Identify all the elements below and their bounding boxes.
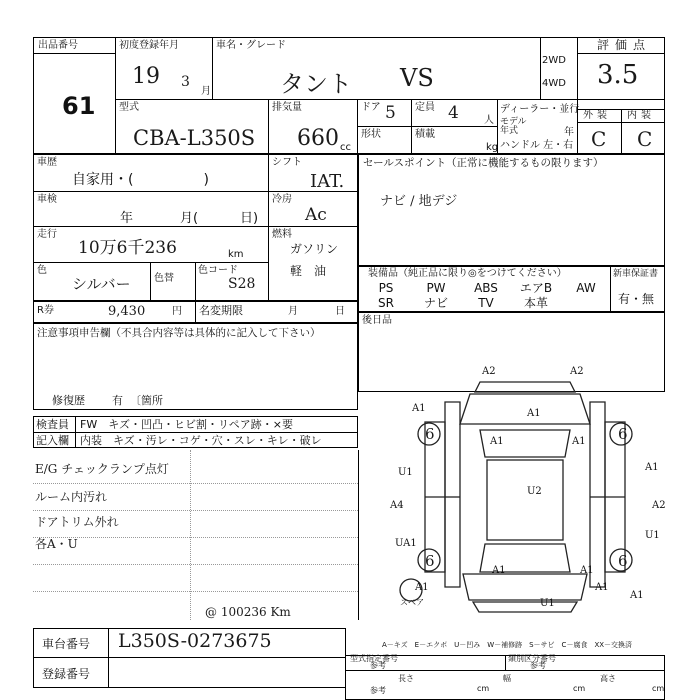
- color-value: シルバー: [72, 275, 131, 293]
- car-grade: VS: [400, 64, 434, 92]
- displacement-unit: cc: [340, 142, 351, 153]
- shift-value: IAT.: [310, 171, 345, 192]
- damage-mark: A1: [630, 590, 644, 601]
- category-ref: 参考: [530, 661, 546, 670]
- damage-mark: U1: [540, 598, 555, 609]
- width-unit: cm: [573, 684, 586, 693]
- sales-point-label: セールスポイント（正常に機能するもの限ります）: [363, 157, 604, 169]
- mileage-value: 10万6千236: [78, 238, 177, 258]
- capacity-value: 4: [448, 103, 459, 123]
- drive-2wd: 2WD: [542, 55, 566, 66]
- fuel-label: 燃料: [272, 229, 292, 240]
- note-line-1: E/G チェックランプ点灯: [35, 462, 169, 476]
- registration-number-label: 登録番号: [42, 667, 91, 681]
- mileage-label: 走行: [37, 229, 57, 240]
- interior-label: 内装: [627, 110, 655, 121]
- equipment-item: ナビ: [423, 296, 448, 310]
- color-code-label: 色コード: [198, 265, 238, 276]
- length-label: 長さ: [398, 674, 414, 683]
- color-change-label: 色替: [154, 273, 174, 284]
- inspector-label: 検査員: [36, 418, 69, 431]
- displacement-value: 660: [297, 126, 339, 151]
- color-code-value: S28: [228, 276, 256, 292]
- car-name: タント: [280, 70, 352, 98]
- doors-value: 5: [385, 103, 396, 123]
- interior-grade: C: [637, 127, 653, 151]
- damage-mark: A1: [645, 462, 659, 473]
- damage-mark: A2: [570, 366, 584, 377]
- height-label: 高さ: [600, 674, 616, 683]
- displacement-label: 排気量: [272, 102, 302, 113]
- postscript-label: 後日品: [362, 315, 392, 326]
- mileage-unit: km: [228, 249, 244, 260]
- equipment-item: 本革: [523, 296, 548, 310]
- repair-place-label: 〔箇所: [130, 394, 163, 407]
- length-unit: cm: [477, 684, 490, 693]
- model-code: CBA-L350S: [133, 126, 256, 150]
- model-year-label: モデル年式: [500, 117, 527, 136]
- note-line-3: ドアトリム外れ: [35, 515, 119, 529]
- recycle-label: R券: [37, 305, 54, 316]
- damage-mark: A1: [415, 582, 429, 593]
- inspection-day-unit: 日): [240, 211, 259, 226]
- car-name-label: 車名・グレード: [216, 40, 286, 51]
- capacity-label: 定員: [415, 102, 435, 113]
- fuel-diesel: 軽 油: [290, 264, 327, 278]
- equipment-label: 装備品（純正品に限り◎をつけてください）: [368, 268, 567, 279]
- dealer-label: ディーラー・並行: [500, 104, 580, 115]
- name-change-month: 月: [288, 306, 298, 317]
- inspection-year-unit: 年: [120, 211, 134, 226]
- drive-4wd: 4WD: [542, 78, 566, 89]
- wheel-mark-fr: 6: [618, 425, 628, 443]
- type-ref-label: 参考: [370, 686, 386, 695]
- damage-mark: A1: [580, 565, 594, 576]
- damage-mark: A1: [595, 582, 609, 593]
- note-line-4: 各A・U: [35, 537, 78, 551]
- wheel-mark-rr: 6: [618, 552, 628, 570]
- damage-mark: U1: [398, 467, 413, 478]
- equipment-item: SR: [378, 296, 394, 310]
- inspection-month-unit: 月(: [180, 211, 199, 226]
- repair-history-label: 修復歴: [52, 394, 85, 407]
- inspector-defect-row: FW キズ・凹凸・ヒビ割・リペア跡・×要: [80, 418, 293, 431]
- entry-label: 記入欄: [36, 434, 69, 447]
- damage-mark: UA1: [395, 538, 417, 549]
- ac-label: 冷房: [272, 194, 292, 205]
- equipment-item: ABS: [474, 281, 498, 295]
- damage-mark: A4: [390, 500, 404, 511]
- lot-number-label: 出品番号: [38, 40, 78, 51]
- damage-mark: A1: [527, 408, 541, 419]
- evaluation-score: 3.5: [597, 60, 639, 90]
- name-change-label: 名変期限: [199, 304, 243, 317]
- interior-defect-row: 内装 キズ・汚レ・コゲ・穴・スレ・キレ・破レ: [80, 434, 322, 447]
- model-year-unit: 年: [564, 127, 574, 138]
- wheel-mark-rl: 6: [425, 552, 435, 570]
- damage-mark: A2: [482, 366, 496, 377]
- equipment-item: PS: [378, 281, 394, 295]
- type-cert-label: 型式指定番号: [350, 654, 398, 663]
- damage-legend: A－キズ E－エクボ U－凹み W－補修跡 S－サビ C－腐食 XX－交換済: [382, 641, 633, 649]
- chassis-label: 車台番号: [42, 637, 91, 651]
- equipment-item: TV: [478, 296, 494, 310]
- first-registration-label: 初度登録年月: [119, 40, 179, 51]
- damage-mark: A1: [412, 403, 426, 414]
- warranty-value: 有・無: [618, 292, 655, 306]
- damage-mark: A1: [572, 436, 586, 447]
- type-cert-ref: 参考: [370, 661, 386, 670]
- fuel-gasoline: ガソリン: [290, 242, 339, 256]
- chassis-number: L350S-0273675: [118, 630, 272, 652]
- registration-year: 19: [132, 64, 160, 89]
- history-label: 車歴: [37, 157, 57, 168]
- sales-point-text: ナビ / 地デジ: [380, 194, 458, 209]
- model-label: 型式: [119, 102, 139, 113]
- damage-mark: U2: [527, 486, 542, 497]
- shape-label: 形状: [361, 129, 381, 140]
- damage-mark: U1: [645, 530, 660, 541]
- capacity-unit: 人: [484, 115, 494, 126]
- load-label: 積載: [415, 129, 435, 140]
- damage-mark: A1: [492, 565, 506, 576]
- sales-point-box: [358, 154, 665, 266]
- warranty-label: 新車保証書: [613, 269, 659, 279]
- category-label: 類別区分番号: [508, 654, 556, 663]
- width-label: 幅: [503, 674, 511, 683]
- damage-mark: A2: [652, 500, 666, 511]
- ac-value: Ac: [305, 205, 327, 225]
- handle-label: ハンドル 左・右: [500, 140, 574, 151]
- lot-number: 61: [62, 92, 96, 120]
- odometer-note: @ 100236 Km: [205, 605, 291, 619]
- history-value: 自家用・( ): [72, 172, 209, 188]
- equipment-item: エアB: [519, 281, 553, 295]
- inspection-label: 車検: [37, 194, 57, 205]
- shift-label: シフト: [272, 157, 302, 168]
- wheel-mark-fl: 6: [425, 425, 435, 443]
- damage-mark: A1: [490, 436, 504, 447]
- doors-label: ドア: [361, 102, 381, 113]
- repair-history-value: 有: [112, 394, 123, 407]
- equipment-item: AW: [576, 281, 596, 295]
- recycle-value: 9,430: [108, 304, 146, 319]
- equipment-item: PW: [426, 281, 446, 295]
- load-unit: kg: [486, 142, 499, 153]
- spare-label: スペア: [400, 598, 424, 607]
- registration-month-unit: 月: [201, 86, 211, 97]
- notes-label: 注意事項申告欄（不具合内容等は具体的に記入して下さい）: [37, 327, 321, 339]
- registration-month: 3: [181, 74, 190, 90]
- exterior-label: 外装: [583, 110, 611, 121]
- note-line-2: ルーム内汚れ: [35, 490, 108, 504]
- evaluation-label: 評価点: [597, 38, 652, 52]
- name-change-day: 日: [335, 306, 345, 317]
- color-label: 色: [37, 265, 47, 276]
- exterior-grade: C: [591, 127, 607, 151]
- recycle-unit: 円: [172, 306, 182, 317]
- height-unit: cm: [652, 684, 665, 693]
